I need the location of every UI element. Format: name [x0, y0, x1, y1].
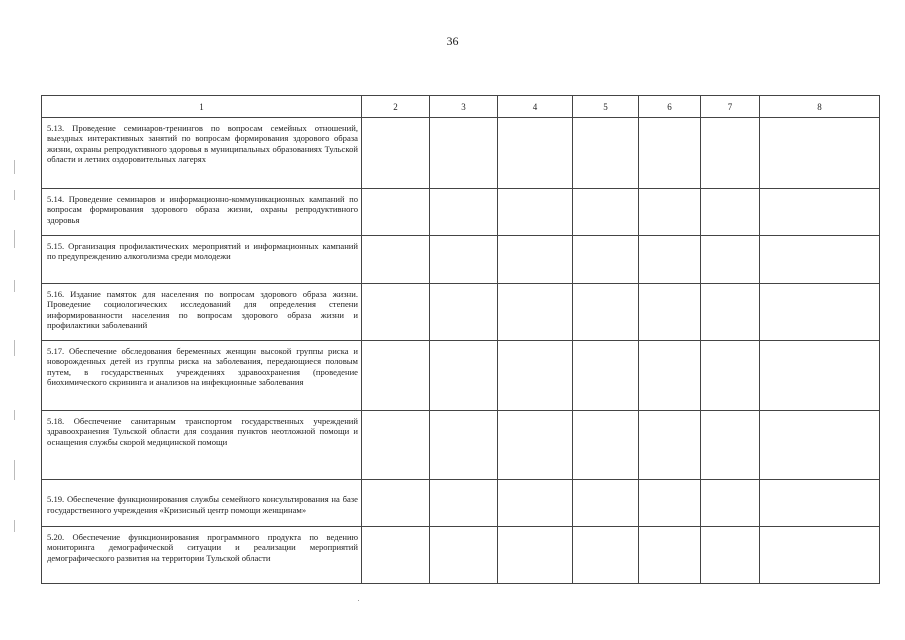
table-cell: [430, 189, 498, 236]
table-row: [42, 527, 880, 584]
table-cell: [362, 341, 430, 411]
table-cell: [701, 284, 760, 341]
table-cell: [498, 480, 573, 527]
table-cell: [760, 284, 880, 341]
table-cell: [362, 189, 430, 236]
row-description: 5.16. Издание памяток для населения по вопросам здорового образа жизни. Проведение социологических исследований для определения степени информированности населения по вопросам здорового образа жизни и профилактики заболеваний: [42, 284, 362, 341]
row-description: 5.20. Обеспечение функционирования программного продукта по ведению мониторинга демографической ситуации и реализации мероприятий демографического развития на территории Тульской области: [42, 527, 362, 584]
table-cell: [701, 480, 760, 527]
row-description: 5.14. Проведение семинаров и информационно-коммуникационных кампаний по вопросам формирования здорового образа жизни, охраны репродуктивного здоровья: [42, 189, 362, 236]
column-header: 2: [362, 96, 430, 118]
table-cell: [362, 527, 430, 584]
table-cell: [362, 411, 430, 480]
table-cell: [639, 118, 701, 189]
table-cell: [760, 236, 880, 284]
table-header-row: [42, 96, 880, 118]
table-cell: [430, 341, 498, 411]
table-cell: [639, 284, 701, 341]
table-cell: [362, 284, 430, 341]
column-header: 5: [573, 96, 639, 118]
table-cell: [430, 236, 498, 284]
table-cell: [760, 189, 880, 236]
table-cell: [639, 341, 701, 411]
table-cell: [639, 411, 701, 480]
table-cell: [498, 411, 573, 480]
table-cell: [498, 189, 573, 236]
table-row: [42, 189, 880, 236]
table-cell: [639, 189, 701, 236]
column-header: 1: [42, 96, 362, 118]
row-description: 5.17. Обеспечение обследования беременных женщин высокой группы риска и новорожденных детей из группы риска на заболевания, передающиеся половым путем, в государственных учреждениях здравоохранения (проведение биохимического скрининга и анализов на инфекционные заболевания: [42, 341, 362, 411]
table-cell: [639, 527, 701, 584]
table-cell: [701, 189, 760, 236]
table-cell: [573, 341, 639, 411]
table-cell: [701, 236, 760, 284]
column-header: 3: [430, 96, 498, 118]
table-cell: [639, 480, 701, 527]
table-cell: [701, 118, 760, 189]
table-cell: [362, 480, 430, 527]
scan-dot: [358, 600, 359, 601]
table-cell: [498, 527, 573, 584]
column-header: 8: [760, 96, 880, 118]
table-cell: [701, 341, 760, 411]
table-cell: [498, 236, 573, 284]
row-description: 5.15. Организация профилактических мероприятий и информационных кампаний по предупреждению алкоголизма среди молодежи: [42, 236, 362, 284]
binding-margin-marks: [14, 160, 16, 580]
page-number: 36: [446, 34, 459, 48]
row-description: 5.19. Обеспечение функционирования службы семейного консультирования на базе государственного учреждения «Кризисный центр помощи женщинам»: [42, 480, 362, 527]
table-cell: [701, 411, 760, 480]
table-row: [42, 411, 880, 480]
table-cell: [573, 189, 639, 236]
table-cell: [639, 236, 701, 284]
table-cell: [573, 527, 639, 584]
table-cell: [430, 527, 498, 584]
column-header: 7: [701, 96, 760, 118]
table-cell: [430, 118, 498, 189]
column-header: 4: [498, 96, 573, 118]
table-cell: [498, 118, 573, 189]
table-cell: [498, 341, 573, 411]
table-cell: [498, 284, 573, 341]
table-row: [42, 284, 880, 341]
table-cell: [760, 118, 880, 189]
program-table: [41, 95, 880, 584]
table-row: [42, 341, 880, 411]
table-cell: [573, 411, 639, 480]
table-cell: [362, 236, 430, 284]
table-cell: [573, 118, 639, 189]
table-cell: [760, 411, 880, 480]
table-cell: [362, 118, 430, 189]
table-cell: [760, 480, 880, 527]
table-row: [42, 118, 880, 189]
table-cell: [760, 341, 880, 411]
table-row: [42, 480, 880, 527]
row-description: 5.13. Проведение семинаров-тренингов по вопросам семейных отношений, выездных интерактивных занятий по вопросам формирования здорового образа жизни, охраны репродуктивного здоровья в муниципальных образованиях Тульской области и летних оздоровительных лагерях: [42, 118, 362, 189]
table-cell: [701, 527, 760, 584]
table-cell: [573, 480, 639, 527]
column-header: 6: [639, 96, 701, 118]
table-cell: [430, 284, 498, 341]
table-cell: [760, 527, 880, 584]
table-cell: [430, 411, 498, 480]
table-cell: [573, 236, 639, 284]
row-description: 5.18. Обеспечение санитарным транспортом государственных учреждений здравоохранения Тульской области для создания пунктов неотложной помощи и оснащения службы скорой медицинской помощи: [42, 411, 362, 480]
table-row: [42, 236, 880, 284]
table-cell: [430, 480, 498, 527]
table-cell: [573, 284, 639, 341]
